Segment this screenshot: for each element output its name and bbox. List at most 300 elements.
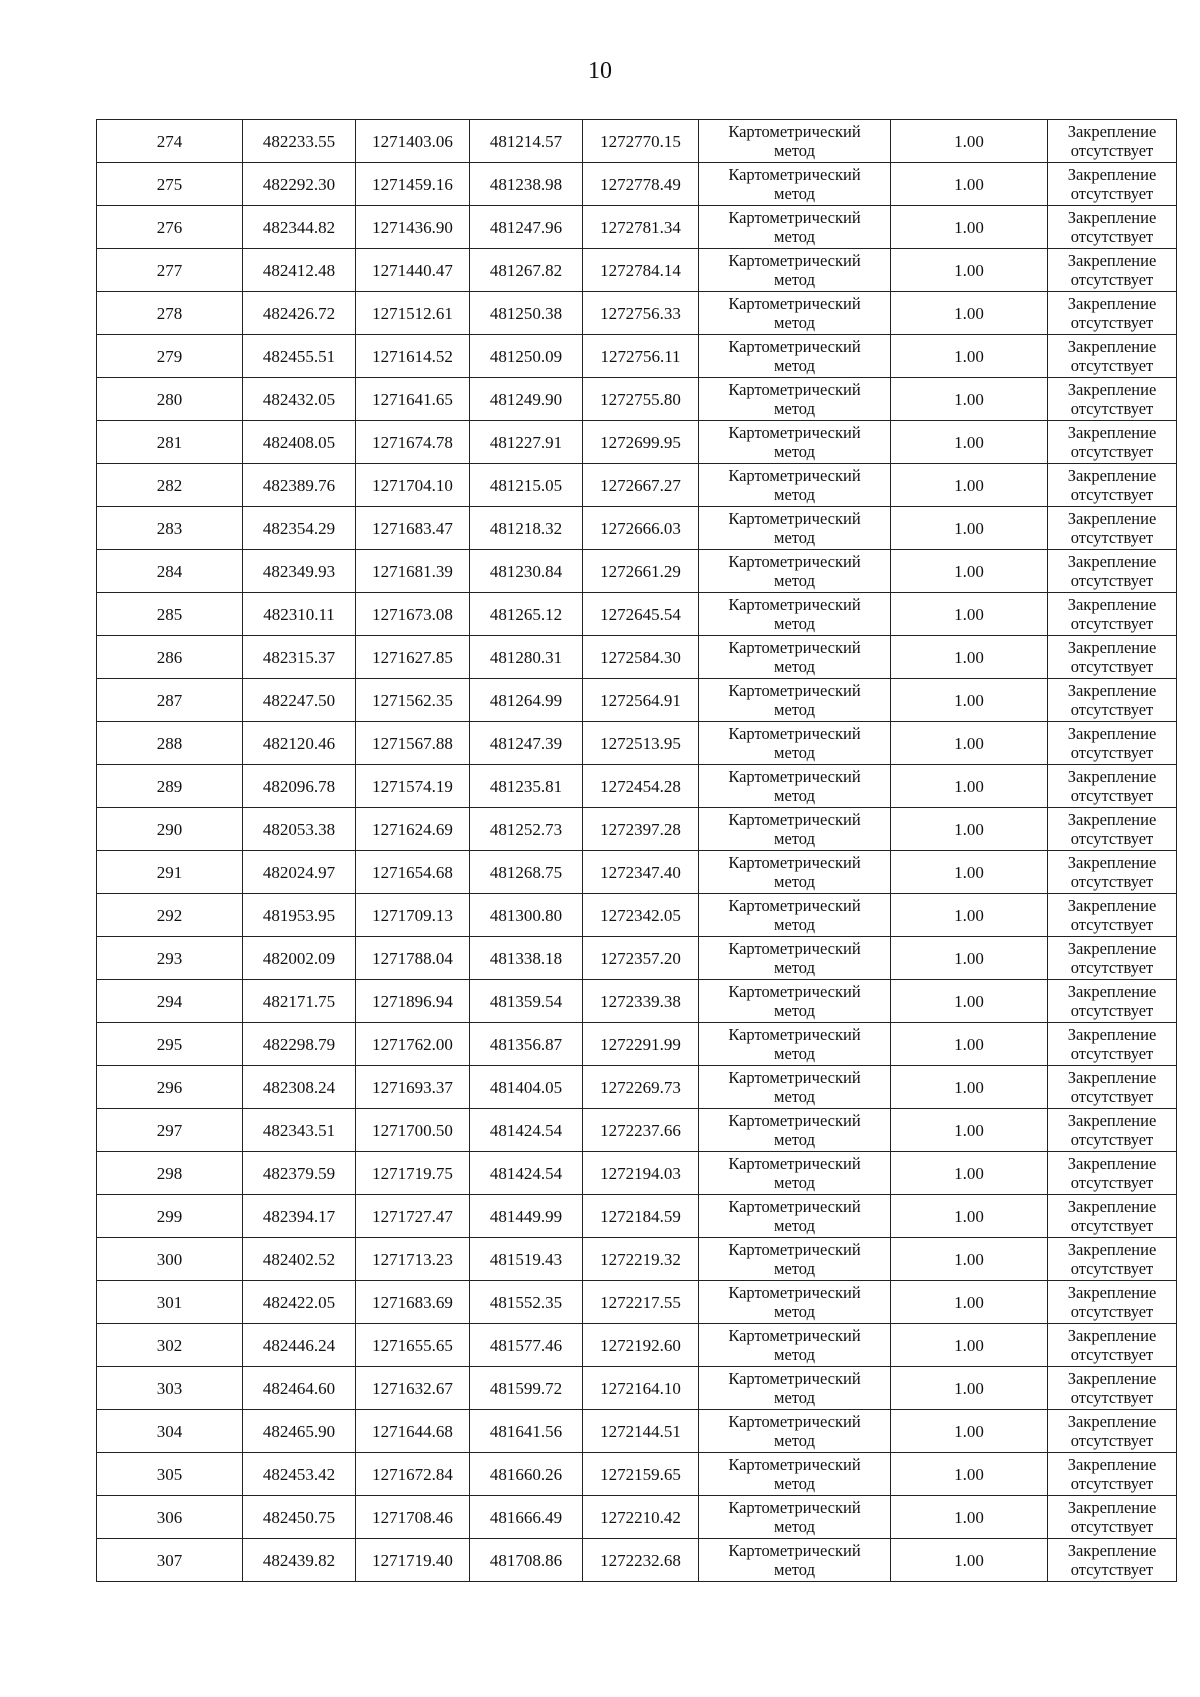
fixing-description-cell [1048, 550, 1177, 593]
method-text: Картометрический [728, 1154, 861, 1173]
fixing-description-cell [1048, 1238, 1177, 1281]
y1-coordinate-cell: 1271719.40 [356, 1539, 470, 1582]
x1-coordinate-cell: 482453.42 [243, 1453, 356, 1496]
y1-coordinate-cell: 1271614.52 [356, 335, 470, 378]
fixing-text: Закрепление [1067, 1455, 1157, 1474]
y2-coordinate-cell: 1272159.65 [583, 1453, 699, 1496]
fixing-description-cell [1048, 593, 1177, 636]
x2-coordinate-cell: 481577.46 [470, 1324, 583, 1367]
accuracy-cell: 1.00 [891, 206, 1048, 249]
point-number-cell: 299 [97, 1195, 243, 1238]
y2-coordinate-cell: 1272513.95 [583, 722, 699, 765]
y1-coordinate-cell: 1271632.67 [356, 1367, 470, 1410]
y1-coordinate-cell: 1271440.47 [356, 249, 470, 292]
y2-coordinate-cell: 1272699.95 [583, 421, 699, 464]
accuracy-cell: 1.00 [891, 1109, 1048, 1152]
x2-coordinate-cell: 481267.82 [470, 249, 583, 292]
x2-coordinate-cell: 481247.96 [470, 206, 583, 249]
point-number-cell: 301 [97, 1281, 243, 1324]
table-row [97, 1539, 1177, 1582]
method-text: метод [774, 528, 815, 547]
fixing-text: Закрепление [1067, 1111, 1157, 1130]
x1-coordinate-cell: 482120.46 [243, 722, 356, 765]
y2-coordinate-cell: 1272194.03 [583, 1152, 699, 1195]
point-number-cell: 276 [97, 206, 243, 249]
x1-coordinate-cell: 482171.75 [243, 980, 356, 1023]
fixing-text: Закрепление [1067, 337, 1157, 356]
x1-coordinate-cell: 482402.52 [243, 1238, 356, 1281]
method-text: Картометрический [728, 552, 861, 571]
table-row [97, 937, 1177, 980]
x2-coordinate-cell: 481250.09 [470, 335, 583, 378]
x2-coordinate-cell: 481599.72 [470, 1367, 583, 1410]
method-cell [699, 378, 891, 421]
method-cell [699, 1539, 891, 1582]
x2-coordinate-cell: 481519.43 [470, 1238, 583, 1281]
method-text: Картометрический [728, 1541, 861, 1560]
point-number-cell: 289 [97, 765, 243, 808]
accuracy-cell: 1.00 [891, 1496, 1048, 1539]
x2-coordinate-cell: 481230.84 [470, 550, 583, 593]
accuracy-cell: 1.00 [891, 335, 1048, 378]
fixing-description-cell [1048, 1539, 1177, 1582]
fixing-text: отсутствует [1070, 872, 1154, 891]
method-text: Картометрический [728, 681, 861, 700]
x1-coordinate-cell: 482412.48 [243, 249, 356, 292]
y2-coordinate-cell: 1272184.59 [583, 1195, 699, 1238]
method-text: Картометрический [728, 1025, 861, 1044]
fixing-text: Закрепление [1067, 251, 1157, 270]
accuracy-cell: 1.00 [891, 1367, 1048, 1410]
fixing-text: Закрепление [1067, 1369, 1157, 1388]
fixing-text: отсутствует [1070, 356, 1154, 375]
fixing-description-cell [1048, 1066, 1177, 1109]
fixing-description-cell [1048, 206, 1177, 249]
fixing-description-cell [1048, 1496, 1177, 1539]
method-text: метод [774, 270, 815, 289]
fixing-text: отсутствует [1070, 700, 1154, 719]
accuracy-cell: 1.00 [891, 636, 1048, 679]
method-cell [699, 1410, 891, 1453]
table-row [97, 636, 1177, 679]
y1-coordinate-cell: 1271624.69 [356, 808, 470, 851]
point-number-cell: 286 [97, 636, 243, 679]
method-cell [699, 163, 891, 206]
point-number-cell: 291 [97, 851, 243, 894]
x1-coordinate-cell: 482455.51 [243, 335, 356, 378]
method-cell [699, 1324, 891, 1367]
table-row [97, 1410, 1177, 1453]
fixing-text: Закрепление [1067, 1283, 1157, 1302]
y1-coordinate-cell: 1271674.78 [356, 421, 470, 464]
x2-coordinate-cell: 481424.54 [470, 1152, 583, 1195]
method-text: метод [774, 958, 815, 977]
fixing-text: Закрепление [1067, 681, 1157, 700]
x1-coordinate-cell: 482343.51 [243, 1109, 356, 1152]
fixing-text: отсутствует [1070, 1388, 1154, 1407]
method-text: метод [774, 1259, 815, 1278]
fixing-description-cell [1048, 1195, 1177, 1238]
accuracy-cell: 1.00 [891, 1195, 1048, 1238]
fixing-text: отсутствует [1070, 442, 1154, 461]
fixing-text: отсутствует [1070, 829, 1154, 848]
method-cell [699, 765, 891, 808]
x1-coordinate-cell: 482408.05 [243, 421, 356, 464]
method-text: Картометрический [728, 896, 861, 915]
method-cell [699, 206, 891, 249]
fixing-text: отсутствует [1070, 1216, 1154, 1235]
table-row [97, 1281, 1177, 1324]
method-text: Картометрический [728, 466, 861, 485]
accuracy-cell: 1.00 [891, 679, 1048, 722]
table-row [97, 421, 1177, 464]
y2-coordinate-cell: 1272397.28 [583, 808, 699, 851]
method-text: Картометрический [728, 810, 861, 829]
y2-coordinate-cell: 1272144.51 [583, 1410, 699, 1453]
y1-coordinate-cell: 1271574.19 [356, 765, 470, 808]
y2-coordinate-cell: 1272778.49 [583, 163, 699, 206]
method-cell [699, 679, 891, 722]
accuracy-cell: 1.00 [891, 765, 1048, 808]
x2-coordinate-cell: 481235.81 [470, 765, 583, 808]
point-number-cell: 277 [97, 249, 243, 292]
x1-coordinate-cell: 482349.93 [243, 550, 356, 593]
method-cell [699, 1281, 891, 1324]
x2-coordinate-cell: 481218.32 [470, 507, 583, 550]
fixing-description-cell [1048, 1281, 1177, 1324]
fixing-text: отсутствует [1070, 227, 1154, 246]
method-text: Картометрический [728, 1455, 861, 1474]
y2-coordinate-cell: 1272756.11 [583, 335, 699, 378]
accuracy-cell: 1.00 [891, 1238, 1048, 1281]
accuracy-cell: 1.00 [891, 894, 1048, 937]
y1-coordinate-cell: 1271644.68 [356, 1410, 470, 1453]
fixing-text: Закрепление [1067, 380, 1157, 399]
accuracy-cell: 1.00 [891, 1066, 1048, 1109]
x2-coordinate-cell: 481249.90 [470, 378, 583, 421]
fixing-description-cell [1048, 1453, 1177, 1496]
fixing-text: Закрепление [1067, 1498, 1157, 1517]
y2-coordinate-cell: 1272755.80 [583, 378, 699, 421]
fixing-description-cell [1048, 636, 1177, 679]
fixing-text: отсутствует [1070, 184, 1154, 203]
method-text: Картометрический [728, 165, 861, 184]
method-text: Картометрический [728, 208, 861, 227]
method-cell [699, 808, 891, 851]
fixing-text: отсутствует [1070, 786, 1154, 805]
accuracy-cell: 1.00 [891, 1410, 1048, 1453]
method-text: метод [774, 399, 815, 418]
fixing-text: Закрепление [1067, 1240, 1157, 1259]
fixing-description-cell [1048, 980, 1177, 1023]
y1-coordinate-cell: 1271704.10 [356, 464, 470, 507]
x2-coordinate-cell: 481238.98 [470, 163, 583, 206]
fixing-text: отсутствует [1070, 1173, 1154, 1192]
table-row [97, 507, 1177, 550]
fixing-description-cell [1048, 1324, 1177, 1367]
method-text: метод [774, 1388, 815, 1407]
method-text: метод [774, 1044, 815, 1063]
method-text: Картометрический [728, 1068, 861, 1087]
y2-coordinate-cell: 1272192.60 [583, 1324, 699, 1367]
point-number-cell: 288 [97, 722, 243, 765]
x2-coordinate-cell: 481215.05 [470, 464, 583, 507]
x1-coordinate-cell: 482292.30 [243, 163, 356, 206]
fixing-description-cell [1048, 722, 1177, 765]
fixing-text: Закрепление [1067, 294, 1157, 313]
table-row [97, 464, 1177, 507]
y1-coordinate-cell: 1271681.39 [356, 550, 470, 593]
y1-coordinate-cell: 1271788.04 [356, 937, 470, 980]
accuracy-cell: 1.00 [891, 249, 1048, 292]
y1-coordinate-cell: 1271403.06 [356, 120, 470, 163]
y1-coordinate-cell: 1271562.35 [356, 679, 470, 722]
y2-coordinate-cell: 1272661.29 [583, 550, 699, 593]
point-number-cell: 302 [97, 1324, 243, 1367]
point-number-cell: 306 [97, 1496, 243, 1539]
point-number-cell: 281 [97, 421, 243, 464]
table-row [97, 765, 1177, 808]
x2-coordinate-cell: 481268.75 [470, 851, 583, 894]
y2-coordinate-cell: 1272164.10 [583, 1367, 699, 1410]
accuracy-cell: 1.00 [891, 593, 1048, 636]
accuracy-cell: 1.00 [891, 464, 1048, 507]
point-number-cell: 298 [97, 1152, 243, 1195]
x2-coordinate-cell: 481641.56 [470, 1410, 583, 1453]
y2-coordinate-cell: 1272237.66 [583, 1109, 699, 1152]
point-number-cell: 280 [97, 378, 243, 421]
fixing-text: Закрепление [1067, 423, 1157, 442]
x1-coordinate-cell: 482394.17 [243, 1195, 356, 1238]
x1-coordinate-cell: 482233.55 [243, 120, 356, 163]
method-text: Картометрический [728, 724, 861, 743]
method-text: метод [774, 1173, 815, 1192]
method-cell [699, 1496, 891, 1539]
x1-coordinate-cell: 482422.05 [243, 1281, 356, 1324]
x1-coordinate-cell: 482315.37 [243, 636, 356, 679]
method-text: Картометрический [728, 1111, 861, 1130]
accuracy-cell: 1.00 [891, 1453, 1048, 1496]
table-row [97, 808, 1177, 851]
x1-coordinate-cell: 482053.38 [243, 808, 356, 851]
x1-coordinate-cell: 482450.75 [243, 1496, 356, 1539]
method-cell [699, 980, 891, 1023]
x1-coordinate-cell: 482096.78 [243, 765, 356, 808]
x2-coordinate-cell: 481264.99 [470, 679, 583, 722]
method-text: метод [774, 1345, 815, 1364]
table-row [97, 1238, 1177, 1281]
point-number-cell: 274 [97, 120, 243, 163]
fixing-text: Закрепление [1067, 122, 1157, 141]
x1-coordinate-cell: 482446.24 [243, 1324, 356, 1367]
method-text: Картометрический [728, 122, 861, 141]
x2-coordinate-cell: 481252.73 [470, 808, 583, 851]
y2-coordinate-cell: 1272347.40 [583, 851, 699, 894]
x2-coordinate-cell: 481424.54 [470, 1109, 583, 1152]
fixing-text: Закрепление [1067, 1541, 1157, 1560]
point-number-cell: 290 [97, 808, 243, 851]
accuracy-cell: 1.00 [891, 507, 1048, 550]
table-row [97, 679, 1177, 722]
x2-coordinate-cell: 481214.57 [470, 120, 583, 163]
accuracy-cell: 1.00 [891, 1281, 1048, 1324]
fixing-text: отсутствует [1070, 1560, 1154, 1579]
fixing-description-cell [1048, 679, 1177, 722]
point-number-cell: 275 [97, 163, 243, 206]
x2-coordinate-cell: 481265.12 [470, 593, 583, 636]
accuracy-cell: 1.00 [891, 980, 1048, 1023]
fixing-text: отсутствует [1070, 1345, 1154, 1364]
method-text: метод [774, 1087, 815, 1106]
method-cell [699, 1109, 891, 1152]
fixing-text: отсутствует [1070, 270, 1154, 289]
method-text: метод [774, 915, 815, 934]
method-cell [699, 937, 891, 980]
y1-coordinate-cell: 1271641.65 [356, 378, 470, 421]
accuracy-cell: 1.00 [891, 1023, 1048, 1066]
x2-coordinate-cell: 481227.91 [470, 421, 583, 464]
method-text: метод [774, 614, 815, 633]
method-text: Картометрический [728, 982, 861, 1001]
accuracy-cell: 1.00 [891, 292, 1048, 335]
fixing-description-cell [1048, 1109, 1177, 1152]
y2-coordinate-cell: 1272357.20 [583, 937, 699, 980]
accuracy-cell: 1.00 [891, 421, 1048, 464]
fixing-text: отсутствует [1070, 1431, 1154, 1450]
fixing-text: Закрепление [1067, 595, 1157, 614]
fixing-text: Закрепление [1067, 1326, 1157, 1345]
method-cell [699, 120, 891, 163]
method-text: метод [774, 356, 815, 375]
table-row [97, 120, 1177, 163]
fixing-description-cell [1048, 120, 1177, 163]
fixing-text: Закрепление [1067, 552, 1157, 571]
method-text: метод [774, 743, 815, 762]
method-cell [699, 894, 891, 937]
y1-coordinate-cell: 1271709.13 [356, 894, 470, 937]
x1-coordinate-cell: 482432.05 [243, 378, 356, 421]
method-text: метод [774, 786, 815, 805]
x2-coordinate-cell: 481404.05 [470, 1066, 583, 1109]
fixing-description-cell [1048, 421, 1177, 464]
accuracy-cell: 1.00 [891, 1152, 1048, 1195]
fixing-text: Закрепление [1067, 767, 1157, 786]
fixing-description-cell [1048, 335, 1177, 378]
method-text: метод [774, 1302, 815, 1321]
x1-coordinate-cell: 482464.60 [243, 1367, 356, 1410]
fixing-text: Закрепление [1067, 810, 1157, 829]
fixing-text: Закрепление [1067, 939, 1157, 958]
fixing-text: отсутствует [1070, 958, 1154, 977]
point-number-cell: 279 [97, 335, 243, 378]
table-body [97, 120, 1177, 1582]
method-text: Картометрический [728, 509, 861, 528]
method-text: Картометрический [728, 595, 861, 614]
method-text: Картометрический [728, 939, 861, 958]
y1-coordinate-cell: 1271436.90 [356, 206, 470, 249]
point-number-cell: 283 [97, 507, 243, 550]
method-text: Картометрический [728, 638, 861, 657]
fixing-description-cell [1048, 1410, 1177, 1453]
x1-coordinate-cell: 482310.11 [243, 593, 356, 636]
x1-coordinate-cell: 482439.82 [243, 1539, 356, 1582]
method-text: Картометрический [728, 1240, 861, 1259]
method-cell [699, 1152, 891, 1195]
method-text: метод [774, 1560, 815, 1579]
accuracy-cell: 1.00 [891, 378, 1048, 421]
table-row [97, 163, 1177, 206]
y2-coordinate-cell: 1272784.14 [583, 249, 699, 292]
method-text: Картометрический [728, 1283, 861, 1302]
fixing-description-cell [1048, 1152, 1177, 1195]
x1-coordinate-cell: 482379.59 [243, 1152, 356, 1195]
y2-coordinate-cell: 1272269.73 [583, 1066, 699, 1109]
x2-coordinate-cell: 481359.54 [470, 980, 583, 1023]
x2-coordinate-cell: 481660.26 [470, 1453, 583, 1496]
fixing-text: отсутствует [1070, 1302, 1154, 1321]
fixing-description-cell [1048, 1023, 1177, 1066]
point-number-cell: 305 [97, 1453, 243, 1496]
y1-coordinate-cell: 1271459.16 [356, 163, 470, 206]
table-row [97, 894, 1177, 937]
point-number-cell: 285 [97, 593, 243, 636]
method-text: Картометрический [728, 1498, 861, 1517]
x2-coordinate-cell: 481449.99 [470, 1195, 583, 1238]
y2-coordinate-cell: 1272584.30 [583, 636, 699, 679]
y1-coordinate-cell: 1271683.47 [356, 507, 470, 550]
y1-coordinate-cell: 1271896.94 [356, 980, 470, 1023]
method-text: Картометрический [728, 337, 861, 356]
y1-coordinate-cell: 1271727.47 [356, 1195, 470, 1238]
method-cell [699, 593, 891, 636]
method-text: Картометрический [728, 380, 861, 399]
fixing-text: Закрепление [1067, 1068, 1157, 1087]
method-text: Картометрический [728, 294, 861, 313]
method-cell [699, 1066, 891, 1109]
table-row [97, 1496, 1177, 1539]
y1-coordinate-cell: 1271672.84 [356, 1453, 470, 1496]
x1-coordinate-cell: 482344.82 [243, 206, 356, 249]
x1-coordinate-cell: 482354.29 [243, 507, 356, 550]
table-row [97, 206, 1177, 249]
fixing-description-cell [1048, 894, 1177, 937]
x1-coordinate-cell: 482298.79 [243, 1023, 356, 1066]
method-cell [699, 636, 891, 679]
fixing-text: отсутствует [1070, 399, 1154, 418]
point-number-cell: 282 [97, 464, 243, 507]
table-row [97, 1324, 1177, 1367]
method-text: метод [774, 657, 815, 676]
x1-coordinate-cell: 482465.90 [243, 1410, 356, 1453]
y2-coordinate-cell: 1272217.55 [583, 1281, 699, 1324]
fixing-text: Закрепление [1067, 1154, 1157, 1173]
y2-coordinate-cell: 1272232.68 [583, 1539, 699, 1582]
method-cell [699, 1238, 891, 1281]
fixing-text: отсутствует [1070, 1044, 1154, 1063]
table-row [97, 722, 1177, 765]
fixing-text: отсутствует [1070, 485, 1154, 504]
y2-coordinate-cell: 1272291.99 [583, 1023, 699, 1066]
method-text: метод [774, 184, 815, 203]
fixing-description-cell [1048, 808, 1177, 851]
fixing-text: отсутствует [1070, 743, 1154, 762]
y1-coordinate-cell: 1271627.85 [356, 636, 470, 679]
y1-coordinate-cell: 1271708.46 [356, 1496, 470, 1539]
fixing-text: отсутствует [1070, 1474, 1154, 1493]
point-number-cell: 300 [97, 1238, 243, 1281]
fixing-text: отсутствует [1070, 1259, 1154, 1278]
method-text: метод [774, 1216, 815, 1235]
